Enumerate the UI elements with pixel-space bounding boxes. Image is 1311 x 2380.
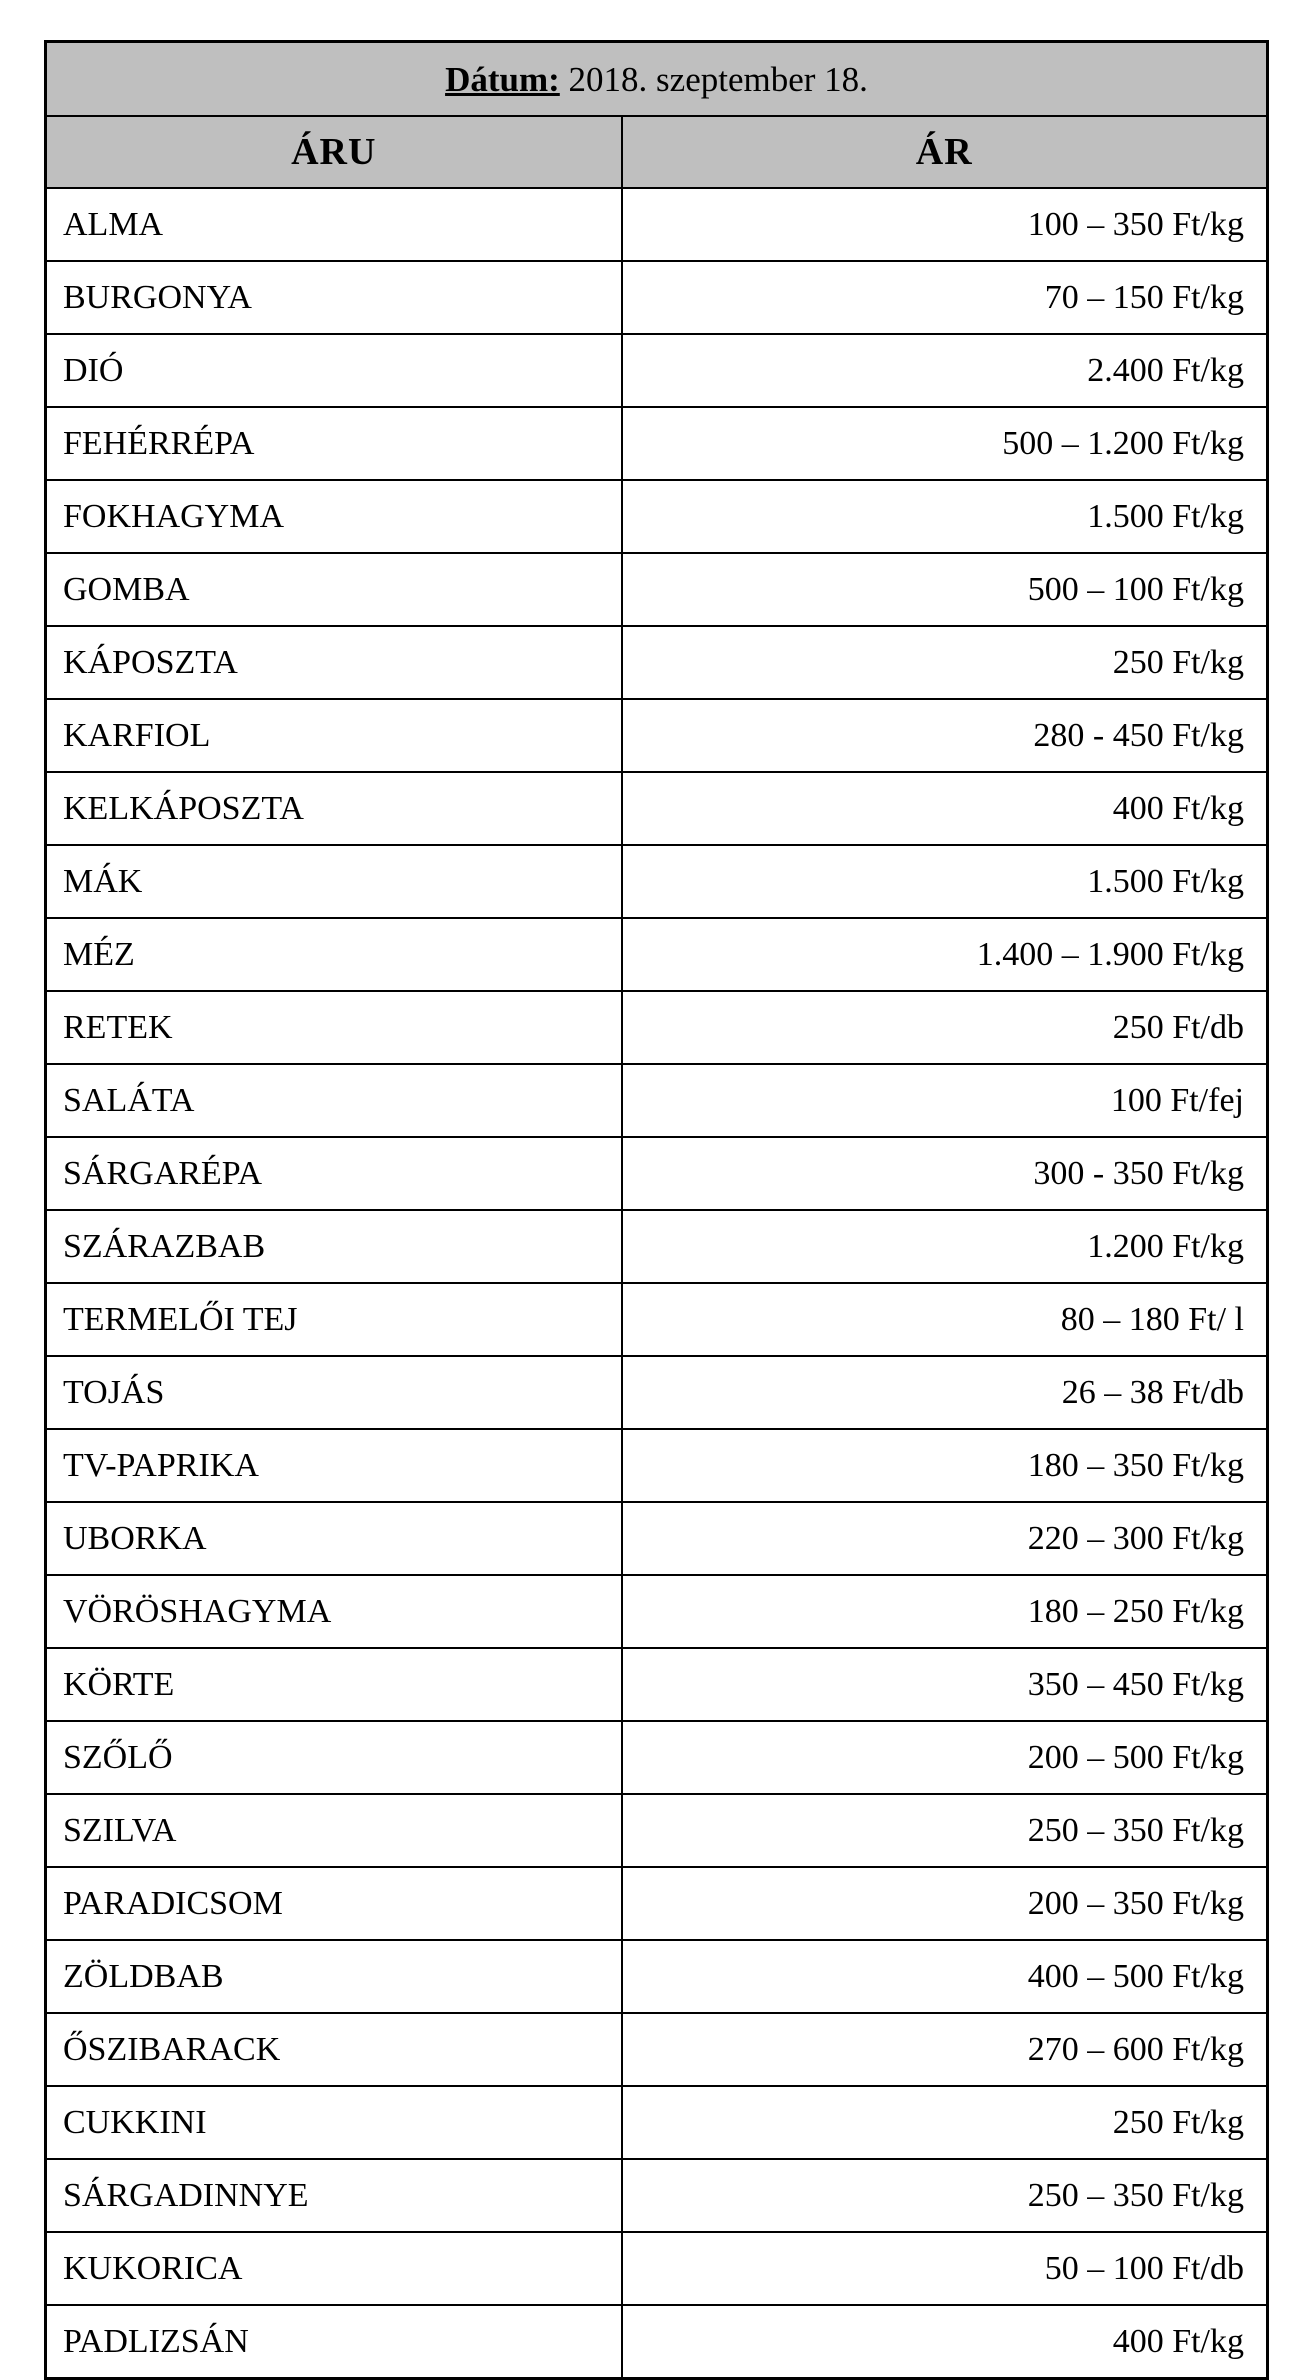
item-price-cell: 1.200 Ft/kg — [622, 1210, 1268, 1283]
item-name-cell: TOJÁS — [46, 1356, 622, 1429]
table-row — [46, 845, 1268, 918]
table-row — [46, 2305, 1268, 2379]
item-price-cell: 70 – 150 Ft/kg — [622, 261, 1268, 334]
table-row — [46, 2013, 1268, 2086]
item-price-cell: 250 Ft/db — [622, 991, 1268, 1064]
table-row — [46, 1283, 1268, 1356]
table-row — [46, 2232, 1268, 2305]
item-name-cell: SZILVA — [46, 1794, 622, 1867]
item-price-cell: 80 – 180 Ft/ l — [622, 1283, 1268, 1356]
item-price-cell: 180 – 350 Ft/kg — [622, 1429, 1268, 1502]
table-head — [46, 42, 1268, 189]
date-cell — [46, 42, 1268, 117]
table-row — [46, 480, 1268, 553]
item-name-cell: SÁRGADINNYE — [46, 2159, 622, 2232]
item-price-cell: 1.500 Ft/kg — [622, 845, 1268, 918]
item-price-cell: 220 – 300 Ft/kg — [622, 1502, 1268, 1575]
table-body — [46, 188, 1268, 2379]
item-price-cell: 250 – 350 Ft/kg — [622, 2159, 1268, 2232]
item-name-cell: CUKKINI — [46, 2086, 622, 2159]
item-name-cell: SZŐLŐ — [46, 1721, 622, 1794]
table-row — [46, 626, 1268, 699]
item-name-cell: SALÁTA — [46, 1064, 622, 1137]
item-name-cell: ZÖLDBAB — [46, 1940, 622, 2013]
item-name-cell: MÉZ — [46, 918, 622, 991]
table-row — [46, 1867, 1268, 1940]
table-row — [46, 1502, 1268, 1575]
table-row — [46, 553, 1268, 626]
item-name-cell: KARFIOL — [46, 699, 622, 772]
item-name-cell: KÖRTE — [46, 1648, 622, 1721]
item-price-cell: 2.400 Ft/kg — [622, 334, 1268, 407]
item-name-cell: SZÁRAZBAB — [46, 1210, 622, 1283]
item-price-cell: 270 – 600 Ft/kg — [622, 2013, 1268, 2086]
table-row — [46, 1356, 1268, 1429]
table-row — [46, 188, 1268, 261]
item-name-cell: DIÓ — [46, 334, 622, 407]
date-value: 2018. szeptember 18. — [559, 60, 868, 99]
table-row — [46, 2159, 1268, 2232]
table-row — [46, 1721, 1268, 1794]
price-table — [44, 40, 1269, 2380]
table-row — [46, 1429, 1268, 1502]
table-row — [46, 261, 1268, 334]
item-name-cell: FEHÉRRÉPA — [46, 407, 622, 480]
table-row — [46, 991, 1268, 1064]
table-row — [46, 699, 1268, 772]
item-name-cell: KÁPOSZTA — [46, 626, 622, 699]
table-row — [46, 1794, 1268, 1867]
item-name-cell: RETEK — [46, 991, 622, 1064]
item-name-cell: GOMBA — [46, 553, 622, 626]
item-price-cell: 500 – 100 Ft/kg — [622, 553, 1268, 626]
item-name-cell: ŐSZIBARACK — [46, 2013, 622, 2086]
table-row — [46, 772, 1268, 845]
item-name-cell: ALMA — [46, 188, 622, 261]
table-row — [46, 1940, 1268, 2013]
item-price-cell: 280 - 450 Ft/kg — [622, 699, 1268, 772]
date-row — [46, 42, 1268, 117]
item-price-cell: 250 – 350 Ft/kg — [622, 1794, 1268, 1867]
table-row — [46, 1064, 1268, 1137]
item-name-cell: UBORKA — [46, 1502, 622, 1575]
item-name-cell: SÁRGARÉPA — [46, 1137, 622, 1210]
item-price-cell: 26 – 38 Ft/db — [622, 1356, 1268, 1429]
item-name-cell: TERMELŐI TEJ — [46, 1283, 622, 1356]
item-price-cell: 350 – 450 Ft/kg — [622, 1648, 1268, 1721]
item-name-cell: TV-PAPRIKA — [46, 1429, 622, 1502]
item-price-cell: 1.400 – 1.900 Ft/kg — [622, 918, 1268, 991]
item-name-cell: MÁK — [46, 845, 622, 918]
item-name-cell: PARADICSOM — [46, 1867, 622, 1940]
item-name-cell: BURGONYA — [46, 261, 622, 334]
item-price-cell: 200 – 350 Ft/kg — [622, 1867, 1268, 1940]
item-price-cell: 400 Ft/kg — [622, 2305, 1268, 2379]
item-price-cell: 100 Ft/fej — [622, 1064, 1268, 1137]
item-price-cell: 50 – 100 Ft/db — [622, 2232, 1268, 2305]
date-label: Dátum: — [445, 60, 560, 99]
item-price-cell: 300 - 350 Ft/kg — [622, 1137, 1268, 1210]
table-row — [46, 1575, 1268, 1648]
item-name-cell: FOKHAGYMA — [46, 480, 622, 553]
item-price-cell: 1.500 Ft/kg — [622, 480, 1268, 553]
item-price-cell: 400 Ft/kg — [622, 772, 1268, 845]
item-name-cell: KUKORICA — [46, 2232, 622, 2305]
item-price-cell: 250 Ft/kg — [622, 2086, 1268, 2159]
table-row — [46, 2086, 1268, 2159]
item-name-cell: KELKÁPOSZTA — [46, 772, 622, 845]
item-price-cell: 100 – 350 Ft/kg — [622, 188, 1268, 261]
item-price-cell: 500 – 1.200 Ft/kg — [622, 407, 1268, 480]
item-price-cell: 400 – 500 Ft/kg — [622, 1940, 1268, 2013]
item-price-cell: 250 Ft/kg — [622, 626, 1268, 699]
item-name-cell: PADLIZSÁN — [46, 2305, 622, 2379]
table-row — [46, 1137, 1268, 1210]
item-name-cell: VÖRÖSHAGYMA — [46, 1575, 622, 1648]
table-row — [46, 407, 1268, 480]
column-header-item: ÁRU — [46, 116, 622, 188]
table-row — [46, 1210, 1268, 1283]
item-price-cell: 200 – 500 Ft/kg — [622, 1721, 1268, 1794]
column-header-row — [46, 116, 1268, 188]
table-row — [46, 1648, 1268, 1721]
table-row — [46, 918, 1268, 991]
item-price-cell: 180 – 250 Ft/kg — [622, 1575, 1268, 1648]
table-row — [46, 334, 1268, 407]
column-header-price: ÁR — [622, 116, 1268, 188]
